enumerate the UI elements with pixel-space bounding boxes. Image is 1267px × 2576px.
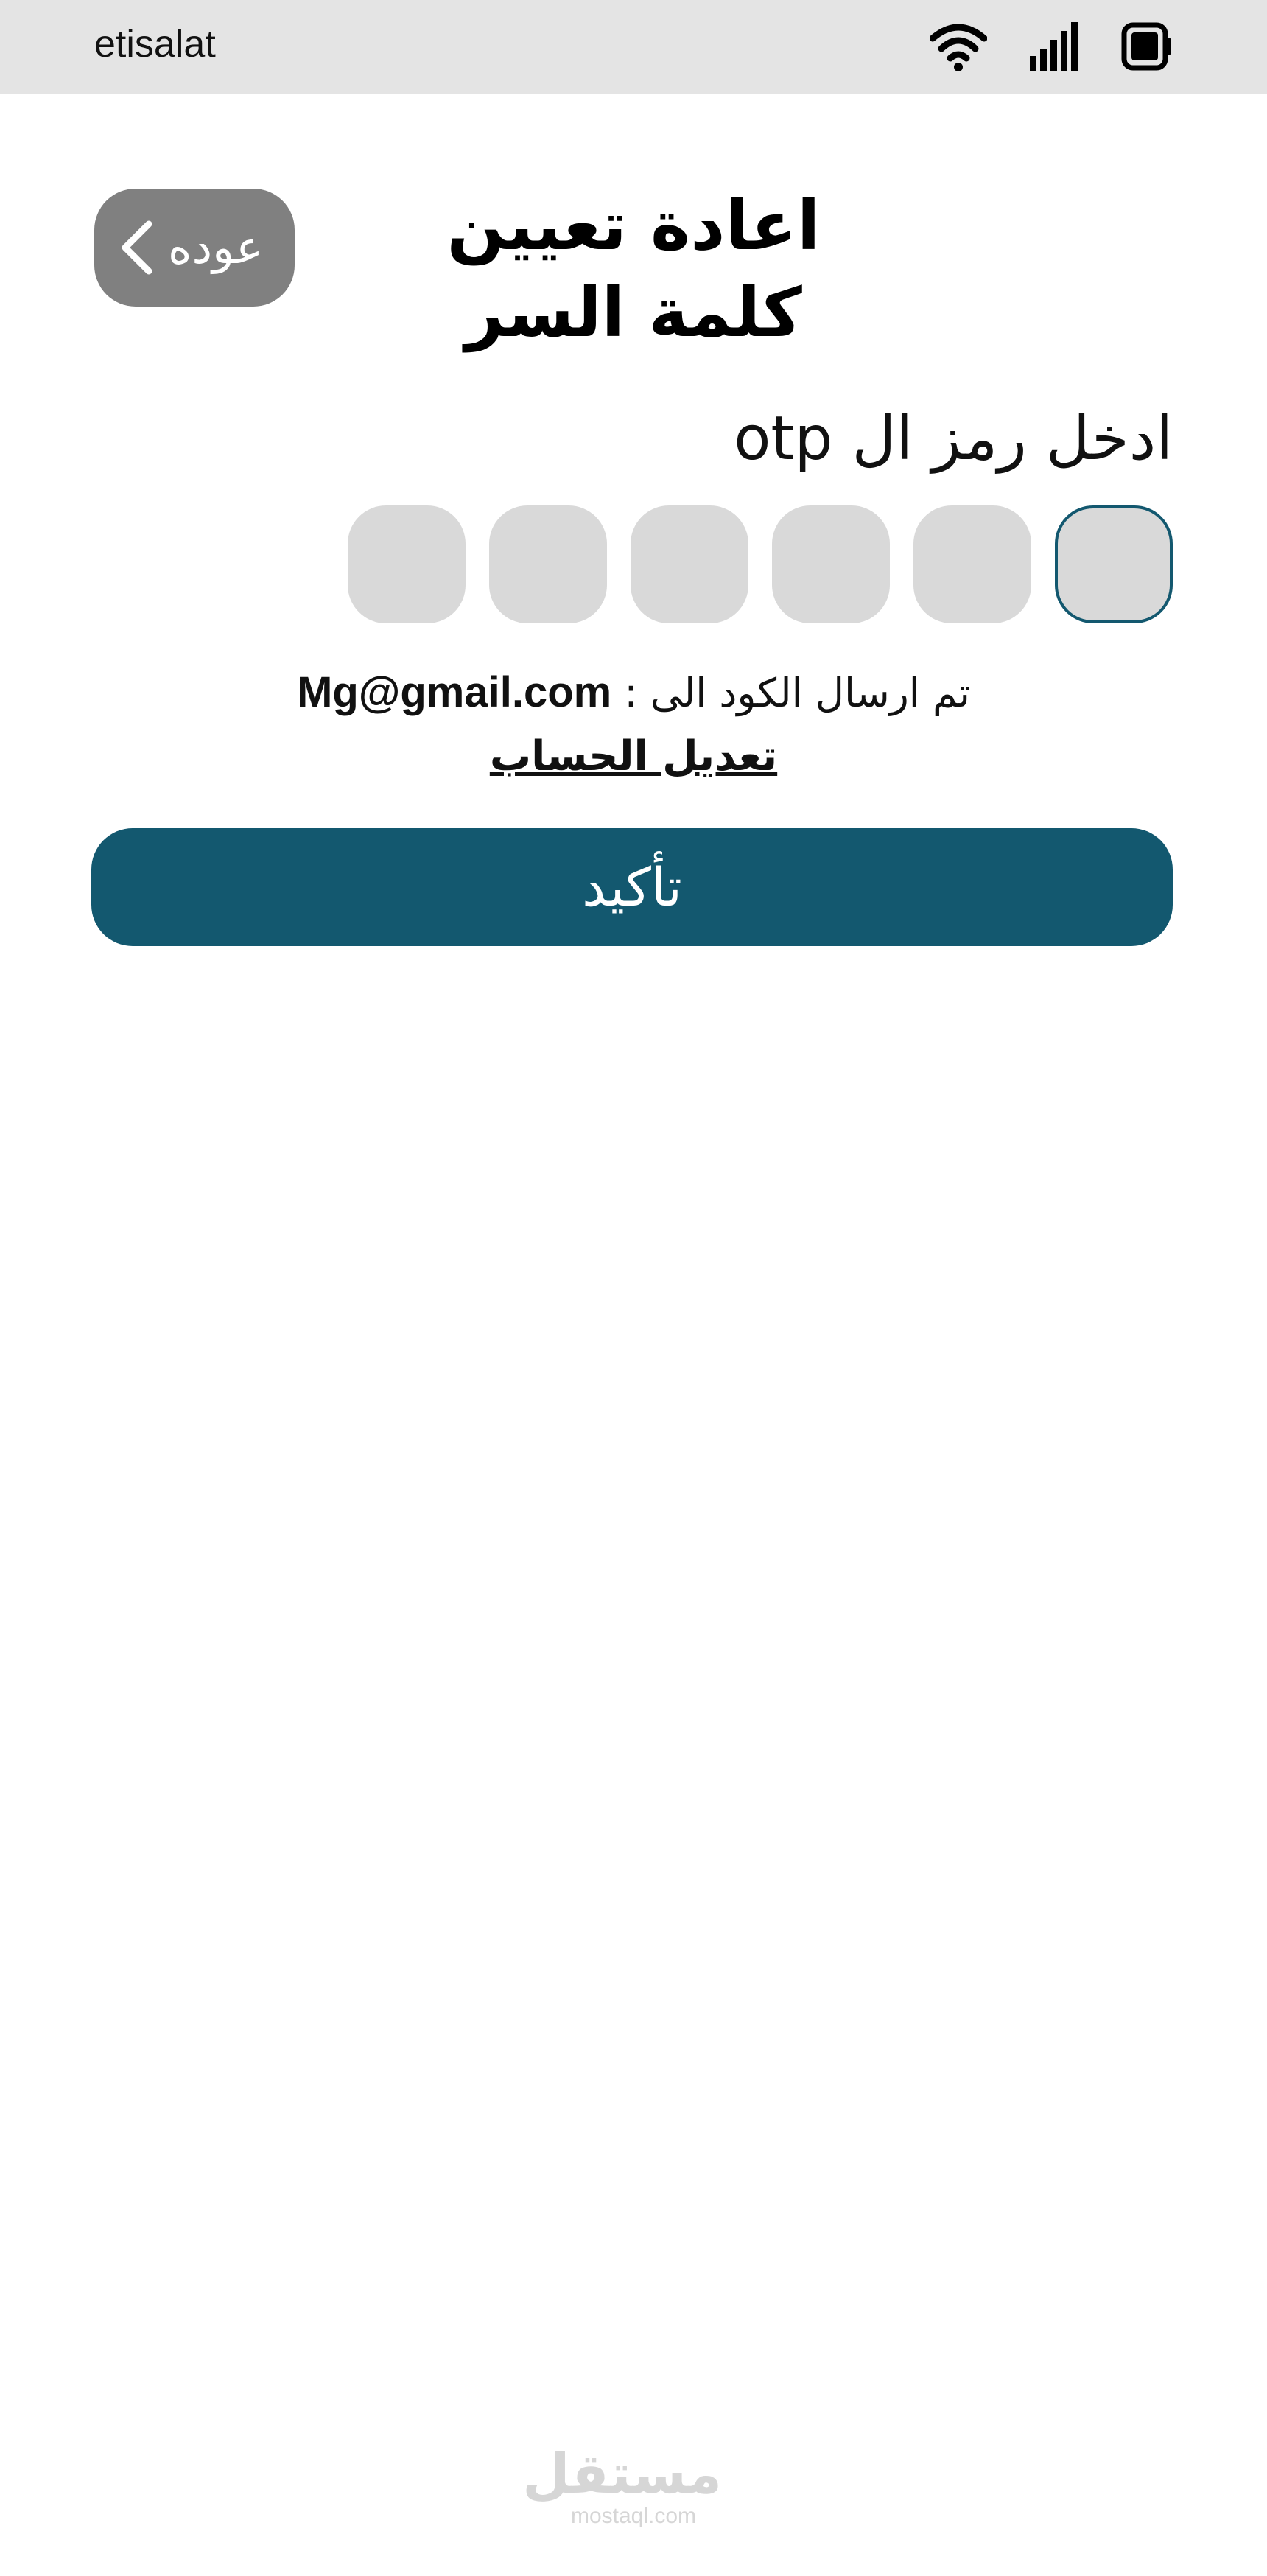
otp-digit-1[interactable] [1055,505,1173,623]
edit-account-link[interactable]: تعديل الحساب [489,732,778,780]
signal-icon [1028,21,1080,72]
otp-digit-4[interactable] [631,505,748,623]
otp-label: ادخل رمز ال otp [734,404,1173,474]
watermark-arabic: مستقل [522,2443,722,2506]
battery-icon [1121,21,1173,72]
otp-digit-6[interactable] [348,505,466,623]
otp-digit-5[interactable] [489,505,607,623]
sent-to-email: Mg@gmail.com [297,668,612,716]
otp-digit-2[interactable] [913,505,1031,623]
page-title-line2: كلمة السر [465,273,802,352]
otp-digit-3[interactable] [772,505,890,623]
back-button[interactable] [94,189,295,307]
page-title [413,183,854,357]
sent-to-line [221,668,1046,717]
confirm-button[interactable]: تأكيد [91,828,1173,946]
page-title-line1: اعادة تعيين [446,186,821,265]
back-button-label: عوده [168,220,264,274]
wifi-icon [930,21,987,72]
sent-to-text: تم ارسال الكود الى : [624,670,970,716]
status-bar [0,0,1267,94]
chevron-left-icon [116,218,158,277]
mostaql-watermark-logo [522,2443,722,2529]
carrier-name: etisalat [94,23,216,66]
watermark-latin: mostaql.com [570,2504,697,2528]
